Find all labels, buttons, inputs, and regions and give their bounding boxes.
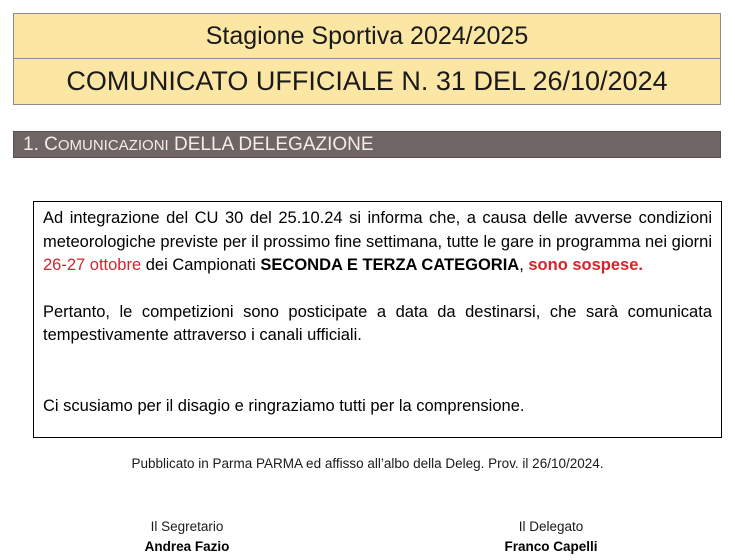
announcement-paragraph-3: Ci scusiamo per il disagio e ringraziamo tutti per la comprensione.: [43, 396, 525, 415]
section-rest: DELLA DELEGAZIONE: [168, 134, 374, 155]
section-number: 1.: [23, 134, 45, 155]
communique-header: [13, 13, 721, 105]
section-initial: C: [44, 134, 58, 155]
season-title: Stagione Sportiva 2024/2025: [14, 14, 720, 59]
categories: SECONDA E TERZA CATEGORIA: [260, 256, 520, 274]
secretary-role: Il Segretario: [150, 519, 224, 534]
publication-note: Pubblicato in Parma PARMA ed affisso all’albo della Deleg. Prov. il 26/10/2024.: [131, 456, 604, 471]
suspended-notice: sono sospese: [528, 256, 639, 274]
signature-secretary: [112, 517, 262, 557]
para1-comma: ,: [519, 256, 529, 274]
para1-text2: dei Campionati: [141, 256, 261, 274]
delegate-role: Il Delegato: [518, 519, 584, 534]
para1-text: Ad integrazione del CU 30 del 25.10.24 si informa che, a causa delle avverse condizioni meteorologiche previste per il prossimo fine settimana, tutte le gare in programma nei giorni: [43, 209, 712, 251]
signature-delegate: [476, 517, 626, 557]
para1-end: .: [638, 256, 644, 274]
secretary-name: Andrea Fazio: [144, 539, 230, 554]
section-word-smallcaps: OMUNICAZIONI: [57, 137, 169, 154]
delegate-name: Franco Capelli: [504, 539, 598, 554]
match-dates: 26-27 ottobre: [43, 256, 142, 274]
section-heading: [13, 131, 721, 158]
announcement-paragraph-2: Pertanto, le competizioni sono posticipate a data da destinarsi, che sarà comunicata tempestivamente attraverso i canali ufficiali.: [43, 302, 712, 344]
announcement-box: [33, 201, 722, 438]
announcement-paragraph-1: [43, 207, 712, 278]
communique-title: COMUNICATO UFFICIALE N. 31 DEL 26/10/2024: [66, 66, 668, 96]
